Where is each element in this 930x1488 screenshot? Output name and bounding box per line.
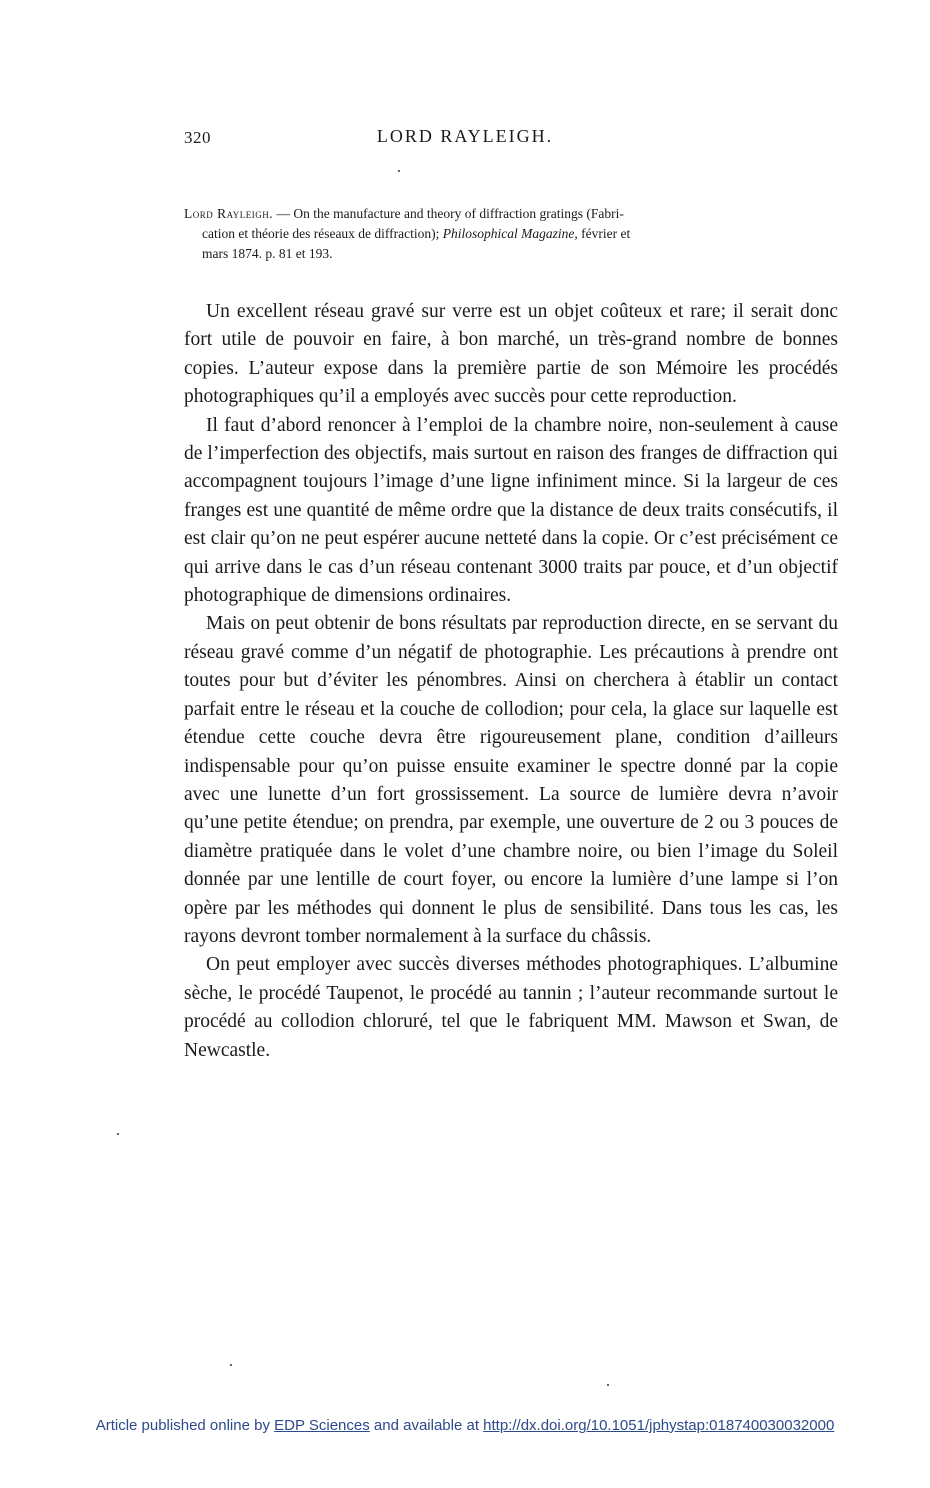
- citation-author: Lord Rayleigh.: [184, 206, 274, 221]
- publisher-link[interactable]: EDP Sciences: [274, 1417, 370, 1434]
- citation-pages: mars 1874. p. 81 et 193.: [202, 246, 333, 261]
- footer-middle: and available at: [369, 1417, 484, 1434]
- paragraph-1: Un excellent réseau gravé sur verre est un objet coûteux et rare; il serait donc fort utile de pouvoir en faire, à bon marché, un très-grand nombre de bonnes copies. L’auteur expose dans la première partie de son Mémoire les procédés photographiques qu’il a employés avec succès pour cette reproduction.: [184, 301, 838, 408]
- citation-title: — On the manufacture and theory of diffraction gratings (Fabri-: [273, 206, 624, 221]
- paragraph-3: Mais on peut obtenir de bons résultats par reproduction directe, en se servant du réseau gravé comme d’un négatif de photographie. Les précautions à prendre ont toutes pour but d’éviter les pénombres. Ainsi on cherchera à établir un contact parfait entre le réseau et la couche de collodion; pour cela, la glace sur laquelle est étendue cette couche devra être rigoureusement plane, condition d’ailleurs indispensable pour qu’on puisse ensuite examiner le spectre donné par la copie avec une lunette d’un fort grossissement. La source de lumière devra n’avoir qu’une petite étendue; on prendra, par exemple, une ouverture de 2 ou 3 pouces de diamètre pratiquée dans le volet d’une chambre noire, ou bien l’image du Soleil donnée par une lentille de court foyer, ou encore la lumière d’une lampe si l’on opère par les méthodes qui donnent le plus de sensibilité. Dans tous les cas, les rayons devront tomber normalement à la surface du châssis.: [184, 613, 838, 947]
- scan-speck: [398, 170, 400, 172]
- citation-subtitle: cation et théorie des réseaux de diffraction);: [202, 226, 443, 241]
- article-body: [184, 298, 838, 1065]
- running-head: LORD RAYLEIGH.: [376, 126, 554, 146]
- footer-prefix: Article published online by: [95, 1417, 275, 1434]
- scan-speck: [230, 1364, 232, 1366]
- paragraph-4: On peut employer avec succès diverses méthodes photographiques. L’albumine sèche, le procédé Taupenot, le procédé au tannin ; l’auteur recommande surtout le procédé au collodion chloruré, tel que le fabriquent MM. Mawson et Swan, de Newcastle.: [184, 954, 838, 1061]
- citation-line-2: [184, 224, 838, 244]
- citation-journal: Philosophical Magazine,: [442, 226, 578, 241]
- scan-speck: [117, 1133, 119, 1135]
- citation-date: février et: [577, 226, 631, 241]
- doi-link[interactable]: http://dx.doi.org/10.1051/jphystap:018740030032000: [483, 1417, 835, 1434]
- bibliographic-citation: [184, 204, 838, 264]
- publication-footer: [0, 1417, 930, 1434]
- paragraph-2: Il faut d’abord renoncer à l’emploi de la chambre noire, non-seulement à cause de l’imperfection des objectifs, mais surtout en raison des franges de diffraction qui accompagnent toujours l’image d’une ligne infiniment mince. Si la largeur de ces franges est une quantité de même ordre que la distance de deux traits consécutifs, il est clair qu’on ne peut espérer aucune netteté dans la copie. Or c’est précisément ce qui arrive dans le cas d’un réseau contenant 3000 traits par pouce, et d’un objectif photographique de dimensions ordinaires.: [184, 414, 838, 607]
- scan-speck: [607, 1384, 609, 1386]
- page-number: 320: [184, 128, 211, 147]
